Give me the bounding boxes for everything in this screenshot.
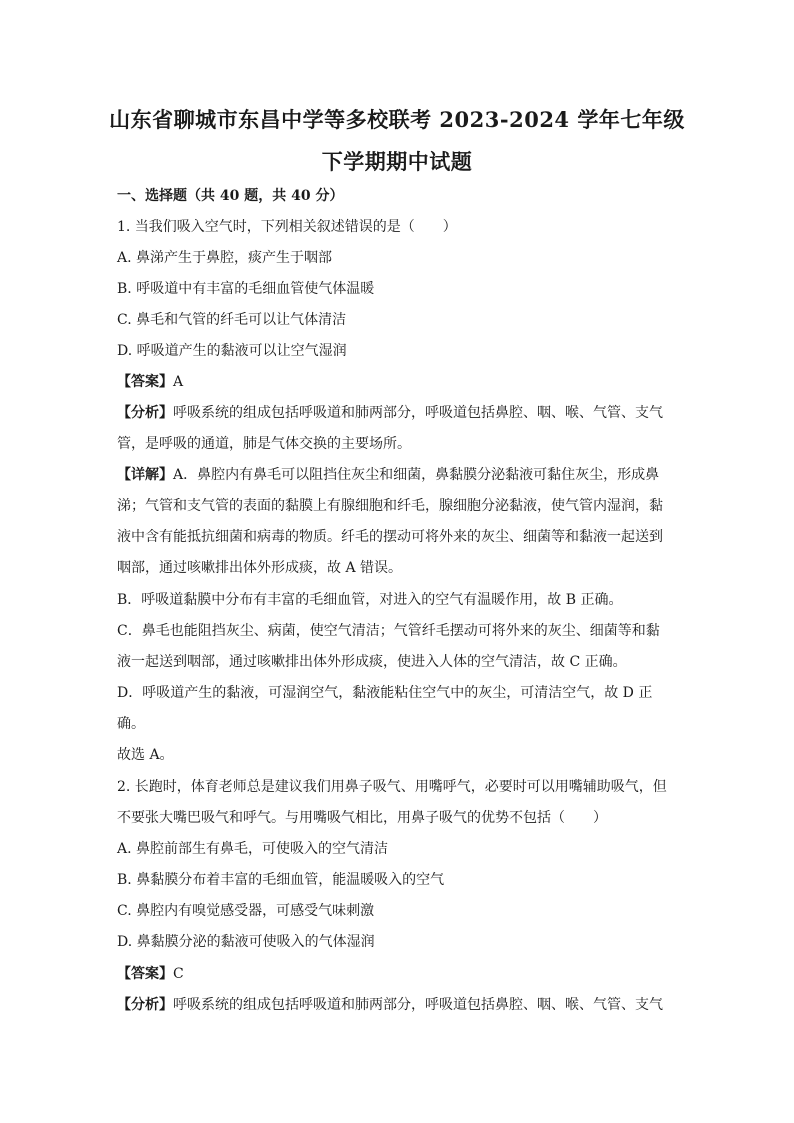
q1-analysis-line2: 管，是呼吸的通道，肺是气体交换的主要场所。 [117, 436, 411, 452]
q2-option-c: C. 鼻腔内有嗅觉感受器，可感受气味刺激 [117, 903, 375, 919]
q1-analysis [117, 404, 663, 422]
q1-detail-line4: 咽部，通过咳嗽排出体外形成痰，故 A 错误。 [117, 560, 403, 576]
q2-answer [117, 965, 184, 983]
q1-stem: 1. 当我们吸入空气时，下列相关叙述错误的是（ ） [117, 219, 457, 235]
q2-analysis-line1: 呼吸系统的组成包括呼吸道和肺两部分，呼吸道包括鼻腔、咽、喉、气管、支气 [173, 997, 663, 1013]
q2-answer-value: C [173, 966, 184, 982]
q2-option-d: D. 鼻黏膜分泌的黏液可使吸入的气体湿润 [117, 934, 375, 950]
q1-answer-value: A [173, 374, 184, 390]
q1-option-d: D. 呼吸道产生的黏液可以让空气湿润 [117, 343, 347, 359]
q1-detail-line7: 液一起送到咽部，通过咳嗽排出体外形成痰，使进入人体的空气清洁，故 C 正确。 [117, 654, 627, 670]
q1-detail-line9: 确。 [117, 716, 145, 732]
doc-title-line2: 下学期期中试题 [321, 149, 473, 174]
doc-title-line1: 山东省聊城市东昌中学等多校联考 2023-2024 学年七年级 [109, 107, 685, 132]
q2-stem-line1: 2. 长跑时，体育老师总是建议我们用鼻子吸气、用嘴呼气，必要时可以用嘴辅助吸气，但 [117, 779, 667, 795]
q1-analysis-tag: 【分析】 [117, 405, 173, 421]
q1-choose: 故选 A。 [117, 747, 174, 763]
q2-answer-tag: 【答案】 [117, 966, 173, 982]
q1-option-a: A. 鼻涕产生于鼻腔，痰产生于咽部 [117, 250, 333, 266]
q1-detail-line8: D．呼吸道产生的黏液，可湿润空气，黏液能粘住空气中的灰尘，可清洁空气，故 D 正 [117, 685, 653, 701]
q2-stem-line2: 不要张大嘴巴吸气和呼气。与用嘴吸气相比，用鼻子吸气的优势不包括（ ） [117, 810, 607, 826]
q1-answer-tag: 【答案】 [117, 374, 173, 390]
q2-option-b: B. 鼻黏膜分布着丰富的毛细血管，能温暖吸入的空气 [117, 872, 445, 888]
q1-option-c: C. 鼻毛和气管的纤毛可以让气体清洁 [117, 312, 347, 328]
q1-detail-line5: B．呼吸道黏膜中分布有丰富的毛细血管，对进入的空气有温暖作用，故 B 正确。 [117, 592, 623, 608]
q2-option-a: A. 鼻腔前部生有鼻毛，可使吸入的空气清洁 [117, 841, 389, 857]
q2-analysis [117, 996, 663, 1014]
section-heading: 一、选择题（共 40 题，共 40 分） [117, 188, 344, 204]
q2-analysis-tag: 【分析】 [117, 997, 173, 1013]
q1-detail [117, 466, 659, 484]
q1-detail-tag: 【详解】 [117, 467, 173, 483]
q1-detail-line3: 液中含有能抵抗细菌和病毒的物质。纤毛的摆动可将外来的灰尘、细菌等和黏液一起送到 [117, 529, 663, 545]
q1-answer [117, 373, 183, 391]
q1-detail-line6: C．鼻毛也能阻挡灰尘、病菌，使空气清洁；气管纤毛摆动可将外来的灰尘、细菌等和黏 [117, 623, 660, 639]
q1-analysis-line1: 呼吸系统的组成包括呼吸道和肺两部分，呼吸道包括鼻腔、咽、喉、气管、支气 [173, 405, 663, 421]
q1-detail-line1: A．鼻腔内有鼻毛可以阻挡住灰尘和细菌，鼻黏膜分泌黏液可黏住灰尘，形成鼻 [173, 467, 660, 483]
q1-detail-line2: 涕；气管和支气管的表面的黏膜上有腺细胞和纤毛，腺细胞分泌黏液，使气管内湿润，黏 [117, 498, 663, 514]
q1-option-b: B. 呼吸道中有丰富的毛细血管使气体温暖 [117, 281, 375, 297]
